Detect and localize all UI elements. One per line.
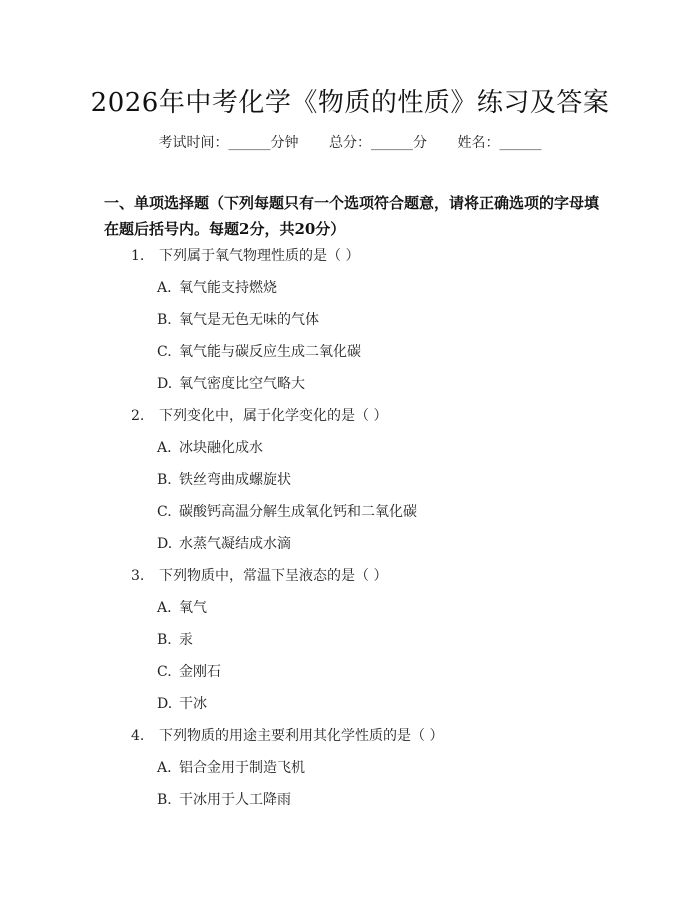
question-text: 下列物质的用途主要利用其化学性质的是（ ）	[159, 728, 444, 744]
option-letter: D.	[157, 376, 173, 392]
option-text: 氧气密度比空气略大	[179, 376, 305, 392]
option-2d	[157, 533, 291, 553]
option-text: 金刚石	[179, 664, 221, 680]
name-label: 姓名：	[457, 135, 500, 151]
exam-time-label: 考试时间：	[158, 135, 229, 151]
option-letter: C.	[157, 504, 172, 520]
option-text: 氧气	[179, 600, 207, 616]
question-number: 1.	[131, 248, 145, 264]
option-text: 铁丝弯曲成螺旋状	[179, 472, 291, 488]
question-text: 下列属于氧气物理性质的是（ ）	[159, 248, 360, 264]
question-4	[131, 725, 443, 745]
option-2c	[157, 501, 417, 521]
option-2a	[157, 437, 263, 457]
question-number: 4.	[131, 728, 145, 744]
option-1a	[157, 277, 277, 297]
option-letter: D.	[157, 696, 173, 712]
option-text: 氧气是无色无味的气体	[179, 312, 319, 328]
option-letter: B.	[157, 312, 172, 328]
option-text: 干冰用于人工降雨	[179, 792, 291, 808]
score-label: 总分：	[329, 135, 371, 151]
option-text: 水蒸气凝结成水滴	[179, 536, 291, 552]
score-blank: ______分	[371, 135, 427, 151]
exam-meta-line	[0, 132, 700, 152]
option-1d	[157, 373, 305, 393]
exam-time-blank: ______分钟	[228, 135, 299, 151]
question-2	[131, 405, 387, 425]
option-letter: B.	[157, 792, 172, 808]
option-letter: B.	[157, 632, 172, 648]
question-text: 下列变化中，属于化学变化的是（ ）	[159, 408, 388, 424]
question-number: 2.	[131, 408, 145, 424]
option-text: 氧气能与碳反应生成二氧化碳	[179, 344, 361, 360]
exam-time-field	[159, 135, 299, 151]
document-title: 2026年中考化学《物质的性质》练习及答案	[90, 88, 610, 118]
option-letter: D.	[157, 536, 173, 552]
option-text: 汞	[179, 632, 193, 648]
option-letter: C.	[157, 344, 172, 360]
option-letter: A.	[157, 760, 172, 776]
option-3c	[157, 661, 221, 681]
score-field	[329, 135, 427, 151]
option-4b	[157, 789, 291, 809]
option-text: 干冰	[179, 696, 207, 712]
option-text: 铝合金用于制造飞机	[179, 760, 305, 776]
option-2b	[157, 469, 291, 489]
option-letter: A.	[157, 280, 172, 296]
option-text: 冰块融化成水	[179, 440, 263, 456]
question-text: 下列物质中，常温下呈液态的是（ ）	[159, 568, 388, 584]
option-1b	[157, 309, 319, 329]
section-heading: 一、单项选择题（下列每题只有一个选项符合题意，请将正确选项的字母填在题后括号内。每题2分，共20分）	[104, 194, 600, 238]
question-1	[131, 245, 359, 265]
option-letter: A.	[157, 440, 172, 456]
name-blank: ______	[499, 135, 542, 151]
name-field	[457, 135, 541, 151]
question-number: 3.	[131, 568, 145, 584]
option-1c	[157, 341, 361, 361]
option-letter: A.	[157, 600, 172, 616]
option-letter: C.	[157, 664, 172, 680]
option-text: 碳酸钙高温分解生成氧化钙和二氧化碳	[179, 504, 417, 520]
option-3b	[157, 629, 193, 649]
option-3a	[157, 597, 207, 617]
option-4a	[157, 757, 305, 777]
option-letter: B.	[157, 472, 172, 488]
option-text: 氧气能支持燃烧	[179, 280, 277, 296]
question-3	[131, 565, 387, 585]
option-3d	[157, 693, 207, 713]
